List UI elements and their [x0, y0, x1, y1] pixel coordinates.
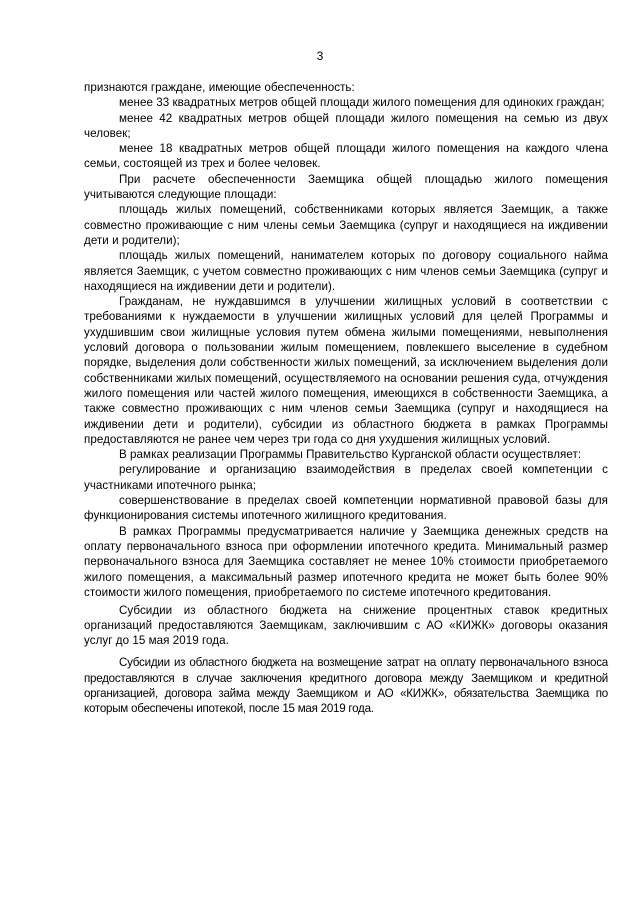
page-number: 3 [316, 49, 324, 63]
paragraph-legal-framework: совершенствование в пределах своей компетенции нормативной правовой базы для функционирования системы ипотечного жилищного кредитования. [84, 494, 608, 523]
paragraph-two-person-family: менее 42 квадратных метров общей площади жилого помещения на семью из двух человек; [84, 111, 608, 140]
paragraph-criteria-intro: признаются граждане, имеющие обеспеченность: [84, 81, 355, 94]
paragraph-market-regulation: регулирование и организацию взаимодействия в пределах своей компетенции с участниками ипотечного рынка; [84, 463, 608, 492]
paragraph-government-role: В рамках реализации Программы Правительство Курганской области осуществляет: [119, 448, 582, 462]
paragraph-down-payment: В рамках Программы предусматривается наличие у Заемщика денежных средств на оплату первоначального взноса при оформлении ипотечного кредита. Минимальный размер первоначального взноса для Заемщика составляет не менее 10% стоимости приобретаемого жилого помещения, а максимальный размер ипотечного кредита не может быть более 90% стоимости жилого помещения, приобретаемого по системе ипотечного кредитования. [84, 524, 608, 599]
paragraph-owned-area: площадь жилых помещений, собственниками которых является Заемщик, а также совместно проживающие с ним члены семьи Заемщика (супруг и находящиеся на иждивении дети и родители); [84, 203, 608, 247]
paragraph-worsened-conditions: Гражданам, не нуждавшимся в улучшении жилищных условий в соответствии с требованиями к нуждаемости в улучшении жилищных условий для целей Программы и ухудшившим свои жилищные условия путем обмена жилыми помещениями, невыполнения условий договора о пользовании жилым помещением, повлекшего выселение в судебном порядке, выделения доли собственности жилых помещений, за исключением выделения доли собственниками жилых помещений, осуществляемого на основании решения суда, отчуждения жилого помещения или частей жилого помещения, имеющихся в собственности Заемщика, а также совместно проживающих с ним членов семьи Заемщика (супруг и находящиеся на иждивении дети и родители), субсидии из областного бюджета в рамках Программы предоставляются не ранее чем через три года со дня ухудшения жилищных условий. [84, 295, 608, 446]
paragraph-social-rent-area: площадь жилых помещений, нанимателем которых по договору социального найма является Заемщик, с учетом совместно проживающих с ним членов семьи Заемщика (супруг и находящиеся на иждивении дети и родители). [84, 249, 608, 293]
paragraph-single-citizens: менее 33 квадратных метров общей площади жилого помещения для одиноких граждан; [119, 96, 605, 110]
paragraph-interest-subsidy: Субсидии из областного бюджета на снижение процентных ставок кредитных организаций предоставляются Заемщикам, заключившим с АО «КИЖК» договоры оказания услуг до 15 мая 2019 года. [84, 603, 608, 648]
paragraph-large-family: менее 18 квадратных метров общей площади жилого помещения на каждого члена семьи, состоящей из трех и более человек. [84, 142, 608, 171]
document-body [84, 80, 608, 717]
paragraph-area-calculation: При расчете обеспеченности Заемщика общей площадью жилого помещения учитываются следующие площади: [84, 172, 608, 202]
paragraph-down-payment-subsidy: Субсидии из областного бюджета на возмещение затрат на оплату первоначального взноса предоставляются в случае заключения кредитного договора между Заемщиком и кредитной организацией, договора займа между Заемщиком и АО «КИЖК», обязательства Заемщика по которым обеспечены ипотекой, после 15 мая 2019 года. [84, 656, 608, 716]
